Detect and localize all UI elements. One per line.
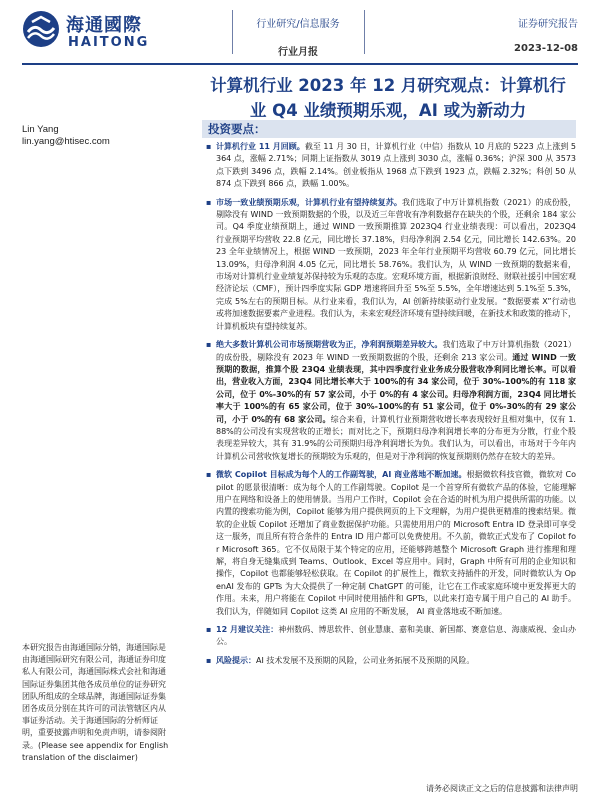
- report-title: 计算机行业 2023 年 12 月研究观点：计算机行业 Q4 业绩预期乐观，AI 或为新动力: [210, 76, 566, 120]
- point-lead: 市场一致业绩预期乐观，计算机行业有望持续复苏。: [216, 197, 402, 207]
- point-lead: 计算机行业 11 月回顾。: [216, 142, 305, 151]
- research-label: 证券研究报告: [518, 19, 578, 30]
- point-lead: 绝大多数计算机公司市场预期营收为正，净利润预期差异较大。: [216, 340, 443, 350]
- logo-text-en: HAITONG: [68, 35, 150, 50]
- point-text: 我们选取了中万计算机指数（2021）的成份股，剔除没有 2023 年 WIND 一致预期数据的个股，还剩余 213 家公司。: [216, 340, 577, 362]
- header-category-block: [248, 15, 348, 58]
- footer-notice: 请务必阅读正文之后的信息披露和法律声明: [426, 784, 578, 793]
- point-revenue-expectation: [206, 339, 576, 463]
- author-email[interactable]: lin.yang@htisec.com: [22, 136, 110, 147]
- header-divider: [364, 10, 365, 54]
- author-block: [22, 124, 110, 148]
- point-text: 神州数码、博思软件、创业慧康、嘉和美康、新国都、赛意信息、海康威视、金山办公。: [216, 625, 577, 647]
- logo-text-cn: 海通國際: [66, 15, 142, 36]
- investment-points: [206, 141, 576, 667]
- haitong-logo-icon: [22, 10, 60, 48]
- point-text: 根据微软科技官微，微软对 Copilot 的愿景很清晰：成为每个人的工作副驾驶。Copilot 是一个首穿所有微软产品的体验，它能理解用户在网络和设备上的使用情景。当用户工作时，Copilot 会在合适的时机为用户提供所需的功能。以内置的搜索功能为例，Copilot 能够为用户提供网页的上下文理解，为用户提供更精准的搜索结果。微软的企业版 Copilot 还增加了商业数据保护功能。只需使用用户的 Microsoft Entra ID 登录即可享受这一服务，而且所有符合条件的 Entra ID 用户都可以免费使用。不久前，微软正式发布了 Copilot for Microsoft 365。它不仅局限于某个特定的应用，还能够跨越整个 Microsoft Graph 进行推理和理解，将自身无缝集成到 Teams、Outlook、Excel 等应用中。同时，Graph 中所有可用的企业知识和操作，Copilot 也都能够轻松获取。在 Copilot 的扩展性上，微软支持插件的开发，同时微软认为 OpenAI 发布的 GPTs 为大众提供了一种定制 ChatGPT 的可能，让它在工作或家庭环境中更发挥更大的作用。未来，用户将能在 Copilot 中同时使用插件和 GPTs，以此来打造专属于用户自己的 AI 助手。我们认为，伴随如同 Copilot 这类 AI 应用的不断发展， AI 商业落地或不断加速。: [216, 470, 576, 616]
- header-divider: [232, 10, 233, 54]
- summary-heading: 投资要点：: [208, 122, 266, 136]
- point-risk-warning: [206, 655, 576, 667]
- point-text: AI 技术发展不及预期的风险，公司业务拓展不及预期的风险。: [256, 655, 475, 665]
- point-text: 我们选取了中万计算机指数（2021）的成份股，剔除没有 WIND 一致预期数据的个股，以及近三年营收有净利数据存在缺失的个股，还剩余 184 家公司。Q4 季度业绩预期上，通过 WIND 一致预期推算 2023Q4 行业业绩表现：可以看出，2023Q4 行业预期平均营收 22.8 亿元，同比增长 37.18%，归母净利润 2.54 亿元，同比增长 142.63%。2023 全年业绩情况上，根据 WIND 一致预期，2023 年全年行业预期平均营收 60.79 亿元，同比增长 13.09%，归母净利润 4.05 亿元，同比增长 58.76%。我们认为，从 WIND 一致预期的数据来看，市场对计算机行业业绩复苏保持较为乐观的态度。宏观环境方面，根据新浪财经、财联社援引中国宏观经济论坛（CMF），预计四季度实际 GDP 增速将回升至 5%至 5.5%，全年增速达到 5.1%至 5.3%，完成 5%左右的预期目标。从行业来看，我们认为，AI 创新持续驱动行业发展。“数据要素 X”行动也或将加速数据要素产业进程。我们认为，未来宏观经济环境有望持续回暖，在新技术和政策的推动下，计算机板块有望持续复苏。: [216, 197, 577, 331]
- report-category: 行业研究/信息服务: [256, 19, 340, 30]
- point-lead: 风险提示：: [216, 655, 256, 665]
- point-tail-text: 综合来看，计算机行业预期营收增长率表现较好且相对集中，仅有 1.88%的公司没有实现营收的正增长；而对比之下，预期归母净利润增长率的分布更为分散，行业个股表现差异较大，其有 31.9%的公司预期归母净利润增长为负。我们认为，可以看出，市场对于今年内计算机公司营收恢复增长的预期较为乐观的，但是对于净利润的恢复预期则仍然存在较大的差异。: [216, 414, 576, 461]
- point-recommendations: [206, 624, 576, 649]
- point-market-review: [206, 141, 576, 191]
- author-name: Lin Yang: [22, 124, 59, 135]
- summary-heading-bar: [202, 120, 576, 138]
- point-copilot: [206, 469, 576, 618]
- point-text: 截至 11 月 30 日，计算机行业（中信）指数从 10 月底的 5223 点上涨到 5364 点，涨幅 2.71%；同期上证指数从 3019 点上涨到 3030 点，涨幅 0.36%；沪深 300 从 3573 点下跌到 3496 点，跌幅 2.14%。创业板指从 1968 点下跌到 1923 点，跌幅 2.32%；科创 50 从 874 点下跌到 866 点，跌幅 1.00%。: [216, 142, 577, 189]
- header-date-block: [514, 15, 578, 54]
- point-consensus-outlook: [206, 197, 576, 333]
- point-lead: 微软 Copilot 目标成为每个人的工作副驾驶，AI 商业落地不断加速。: [216, 470, 467, 480]
- header-rule: [22, 63, 578, 65]
- disclaimer: 本研究报告由海通国际分销，海通国际是由海通国际研究有限公司，海通证券印度私人有限公司，海通国际株式会社和海通国际证券集团其他各成员单位的证券研究团队所组成的全球品牌，海通国际证券集团各成员分别在其许可的司法管辖区内从事证券活动。关于海通国际的分析师证明，重要披露声明和免责声明，请参阅附录。(Please see appendix for English translation of the disclaimer): [22, 643, 169, 762]
- company-logo: [22, 8, 152, 54]
- point-lead: 12 月建议关注：: [216, 625, 279, 635]
- report-date: 2023-12-08: [514, 43, 578, 54]
- point-bold-text: 通过 WIND 一致预期的数据，推算个股 23Q4 业绩表现，其中四季度行业业务成分股营收净利同比增长率。可以看出，营业收入方面，23Q4 同比增长率大于 100%的有 34 家公司，位于 30%-100%的有 118 家公司，位于 0%-30%的有 57 家公司，小于 0%的有 4 家公司。归母净利润方面，23Q4 同比增长率大于 100%的有 65 家公司，位于 30%-100%的有 51 家公司，位于 0%-30%的有 29 家公司，小于 0%的有 68 家公司。: [216, 352, 576, 424]
- report-type: 行业月报: [278, 47, 318, 58]
